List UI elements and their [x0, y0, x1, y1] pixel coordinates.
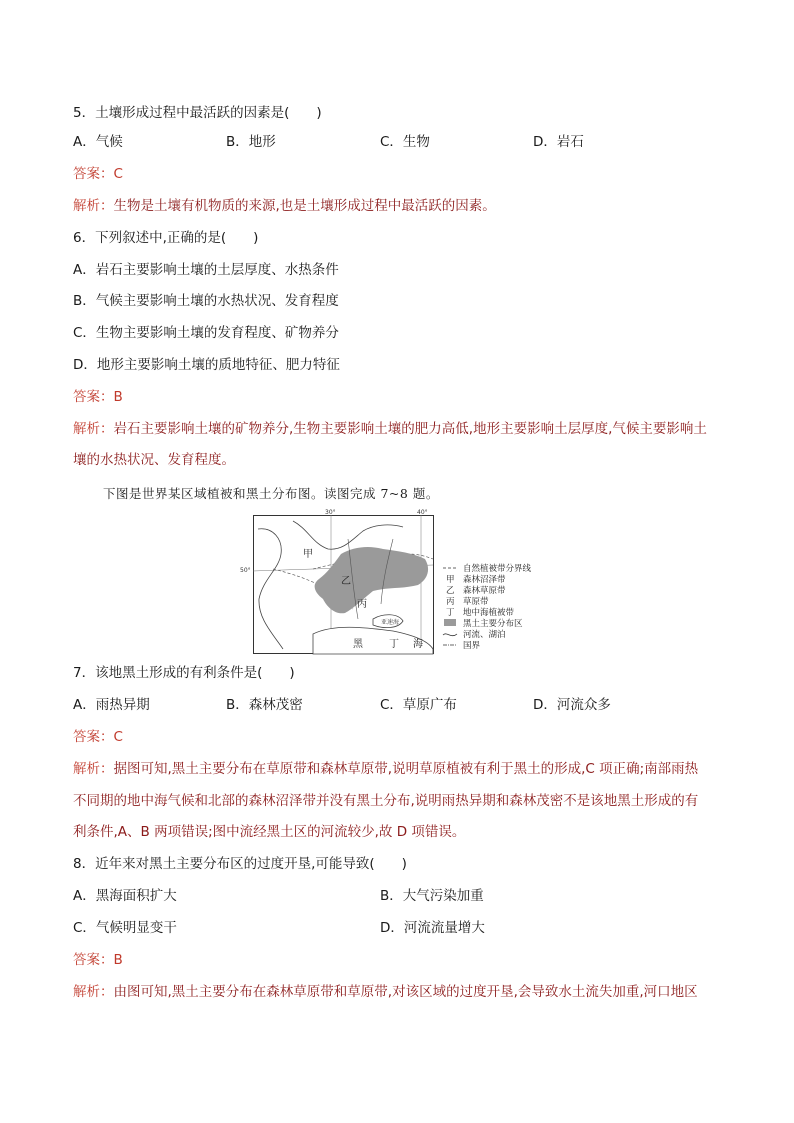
q7-option-d: D．河流众多	[533, 697, 611, 713]
q8-explanation-line-1	[73, 983, 698, 1001]
q6-option-a: A．岩石主要影响土壤的土层厚度、水热条件	[73, 262, 339, 278]
legend-item-black-soil: 黑土主要分布区	[463, 619, 523, 629]
q7-explanation-line-3: 利条件,A、B 两项错误;图中流经黑土区的河流较少,故 D 项错误。	[73, 824, 466, 840]
q8-option-c: C．气候明显变干	[73, 920, 177, 936]
azov-sea-label: 亚速海	[381, 619, 400, 626]
q8-option-a: A．黑海面积扩大	[73, 888, 177, 904]
q7-explanation-line-2: 不同期的地中海气候和北部的森林沼泽带并没有黑土分布,说明雨热异期和森林茂密不是该地黑土形成的有	[73, 793, 699, 809]
legend-symbol-yi: 乙	[446, 586, 455, 596]
q6-explanation-line-1	[73, 420, 707, 438]
q5-option-a: A．气候	[73, 134, 123, 150]
legend-item-national-border: 国界	[463, 641, 481, 651]
explanation-text: 岩石主要影响土壤的矿物养分,生物主要影响土壤的肥力高低,地形主要影响土层厚度,气候主要影响土	[113, 421, 707, 437]
explanation-label: 解析：	[73, 984, 114, 1000]
legend-item-forest-steppe: 森林草原带	[463, 586, 506, 596]
legend-item-boundary: 自然植被带分界线	[463, 564, 532, 574]
region-label-bing: 丙	[357, 599, 367, 610]
q8-answer	[73, 951, 123, 969]
legend-river-symbol	[443, 634, 457, 636]
lon-label-40: 40°	[417, 509, 428, 516]
q6-answer	[73, 388, 123, 406]
legend-item-mediterranean: 地中海植被带	[463, 608, 515, 618]
explanation-text: 生物是土壤有机物质的来源,也是土壤形成过程中最活跃的因素。	[113, 198, 496, 214]
map-legend	[443, 563, 532, 651]
legend-symbol-bing: 丙	[446, 597, 455, 607]
answer-value: C	[113, 729, 123, 745]
legend-item-rivers-lakes: 河流、湖泊	[463, 630, 506, 640]
q5-option-d: D．岩石	[533, 134, 584, 150]
q6-option-d: D．地形主要影响土壤的质地特征、肥力特征	[73, 357, 340, 373]
black-sea-label-2: 海	[413, 639, 423, 650]
explanation-text: 由图可知,黑土主要分布在森林草原带和草原带,对该区域的过度开垦,会导致水土流失加重,河口地区	[113, 984, 698, 1000]
black-sea-label-1: 黑	[353, 639, 363, 650]
answer-value: B	[113, 952, 123, 968]
legend-item-steppe: 草原带	[463, 597, 489, 607]
answer-value: C	[113, 166, 123, 182]
lat-label-50: 50°	[240, 567, 251, 574]
lon-label-30: 30°	[325, 509, 336, 516]
q7-option-a: A．雨热异期	[73, 697, 150, 713]
legend-symbol-ding: 丁	[446, 608, 455, 618]
q6-option-c: C．生物主要影响土壤的发育程度、矿物养分	[73, 325, 339, 341]
q6-option-b: B．气候主要影响土壤的水热状况、发育程度	[73, 293, 339, 309]
legend-symbol-jia: 甲	[446, 575, 455, 585]
region-label-yi: 乙	[341, 576, 351, 587]
q8-option-d: D．河流流量增大	[380, 920, 485, 936]
q5-answer	[73, 165, 123, 183]
region-label-ding: 丁	[389, 639, 399, 650]
answer-label: 答案：	[73, 952, 114, 968]
q5-option-b: B．地形	[226, 134, 276, 150]
q5-explanation	[73, 197, 496, 215]
q6-explanation-line-2: 壤的水热状况、发育程度。	[73, 452, 235, 468]
q5-option-c: C．生物	[380, 134, 430, 150]
region-label-jia: 甲	[303, 549, 313, 560]
legend-black-soil-swatch	[444, 619, 456, 626]
q7-answer	[73, 728, 123, 746]
answer-label: 答案：	[73, 729, 114, 745]
q8-option-b: B．大气污染加重	[380, 888, 484, 904]
q7-option-c: C．草原广布	[380, 697, 457, 713]
legend-item-forest-swamp: 森林沼泽带	[463, 575, 506, 585]
answer-label: 答案：	[73, 389, 114, 405]
map-intro: 下图是世界某区域植被和黑土分布图。读图完成 7~8 题。	[103, 486, 439, 501]
vegetation-black-soil-map	[240, 509, 563, 655]
q7-option-b: B．森林茂密	[226, 697, 303, 713]
answer-label: 答案：	[73, 166, 114, 182]
explanation-label: 解析：	[73, 761, 114, 777]
explanation-label: 解析：	[73, 421, 114, 437]
q8-stem: 8．近年来对黑土主要分布区的过度开垦,可能导致( )	[73, 856, 407, 872]
explanation-label: 解析：	[73, 198, 114, 214]
answer-value: B	[113, 389, 123, 405]
q7-stem: 7．该地黑土形成的有利条件是( )	[73, 665, 295, 681]
q6-stem: 6．下列叙述中,正确的是( )	[73, 230, 259, 246]
q7-explanation-line-1	[73, 760, 698, 778]
explanation-text: 据图可知,黑土主要分布在草原带和森林草原带,说明草原植被有利于黑土的形成,C 项正确;南部雨热	[113, 761, 699, 777]
q5-stem: 5．土壤形成过程中最活跃的因素是( )	[73, 105, 322, 121]
